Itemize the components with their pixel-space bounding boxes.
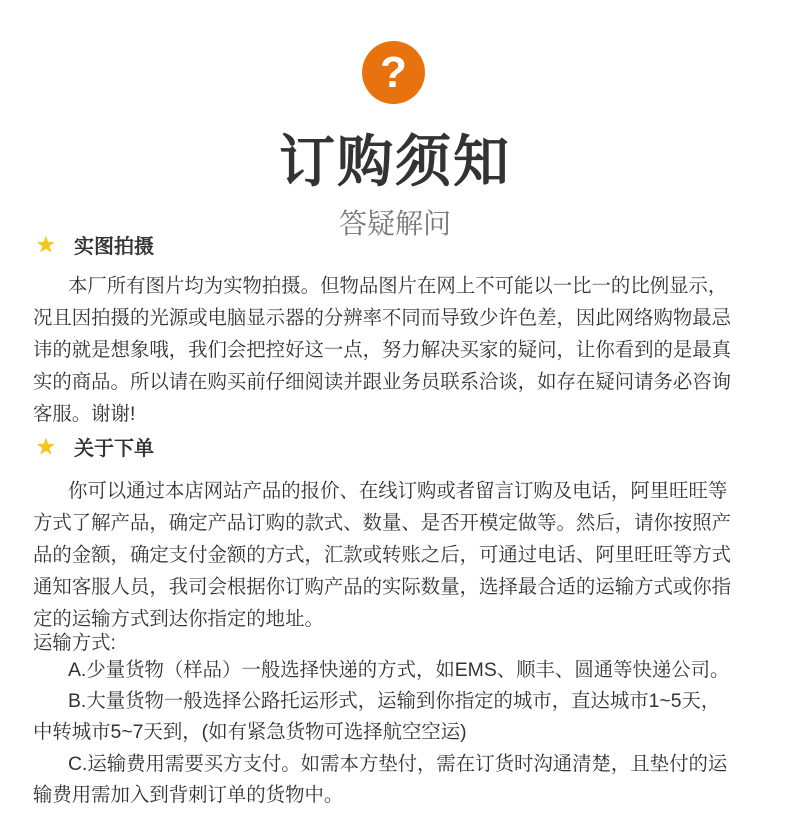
section-heading-label: 实图拍摄 [74,236,154,258]
paragraph-line: 你可以通过本店网站产品的报价、在线订购或者留言订购及电话，阿里旺旺等 [68,480,728,502]
paragraph-line: 输费用需加入到背刺订单的货物中。 [33,784,344,806]
section-heading-ordering [36,432,154,461]
star-icon: ★ [36,433,56,459]
paragraph-line: 方式了解产品，确定产品订购的款式、数量、是否开模定做等。然后，请你按照产 [33,512,732,534]
section-heading-label: 关于下单 [74,438,154,460]
subtitle-text: 答疑解问 [338,208,451,239]
page-title: 订购须知 [279,130,511,193]
paragraph-line: 实的商品。所以请在购买前仔细阅读并跟业务员联系洽谈，如存在疑问请务必咨询 [33,371,732,393]
section-heading-photos [36,230,154,259]
paragraph-line: 况且因拍摄的光源或电脑显示器的分辨率不同而导致少许色差，因此网络购物最忌 [33,307,732,329]
paragraph-line: 品的金额，确定支付金额的方式，汇款或转账之后，可通过电话、阿里旺旺等方式 [33,544,732,566]
paragraph-line: 通知客服人员，我司会根据你订购产品的实际数量，选择最合适的运输方式或你指 [33,576,732,598]
shipping-option-c: C.运输费用需要买方支付。如需本方垫付，需在订货时沟通清楚，且垫付的运 [68,753,728,775]
star-icon: ★ [36,231,56,257]
question-icon: ? [362,41,425,104]
shipping-option-a: A.少量货物（样品）一般选择快递的方式，如EMS、顺丰、圆通等快递公司。 [68,659,730,681]
shipping-option-b: B.大量货物一般选择公路托运形式，运输到你指定的城市，直达城市1~5天， [68,690,721,712]
paragraph-line: 客服。谢谢! [33,403,136,425]
shipping-label: 运输方式: [33,632,116,654]
paragraph-line: 定的运输方式到达你指定的地址。 [33,608,324,630]
paragraph-line: 讳的就是想象哦，我们会把控好这一点，努力解决买家的疑问，让你看到的是最真 [33,339,732,361]
paragraph-line: 本厂所有图片均为实物拍摄。但物品图片在网上不可能以一比一的比例显示， [68,275,728,297]
paragraph-line: 中转城市5~7天到，(如有紧急货物可选择航空空运) [33,721,467,743]
